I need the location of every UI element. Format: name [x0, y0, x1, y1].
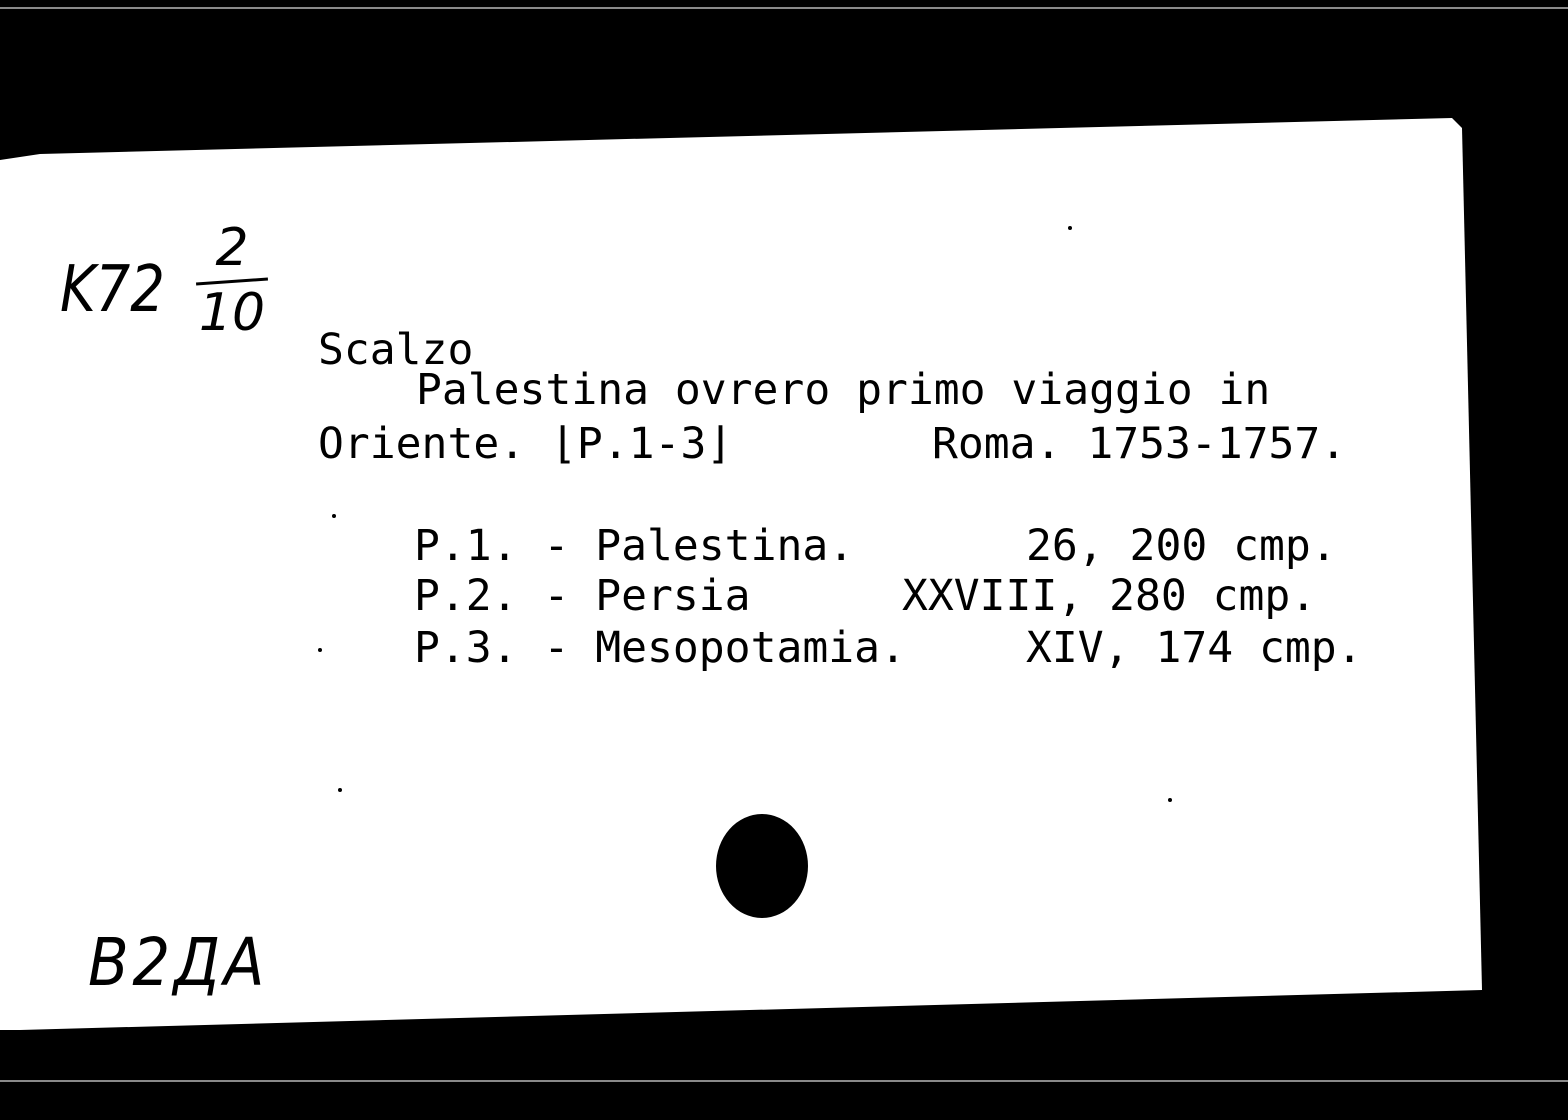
part-dash: -: [543, 623, 570, 673]
part-row: [414, 622, 906, 674]
part-number: P.1.: [414, 521, 518, 571]
imprint: Roma. 1753-1757.: [932, 419, 1347, 469]
volumes-range: P.1-3: [576, 419, 707, 469]
part-number: P.2.: [414, 571, 518, 621]
part-pages: 26, 200 cmp.: [1026, 521, 1337, 571]
part-name: Palestina.: [595, 521, 855, 571]
punch-hole: [716, 814, 808, 918]
part-pages: XXVIII, 280 cmp.: [902, 571, 1317, 621]
paper-speck: [1168, 798, 1172, 802]
shelfmark-fraction: [192, 218, 272, 343]
shelfmark-denominator: 10: [198, 283, 266, 343]
location-code-handwritten: B2ДA: [88, 924, 268, 1001]
shelfmark-numerator: 2: [215, 218, 249, 278]
scanner-edge-bottom: [0, 1080, 1568, 1082]
paper-speck: [318, 648, 322, 652]
scanner-edge-top: [0, 7, 1568, 9]
paper-speck: [338, 788, 342, 792]
title-line-2: [318, 418, 732, 470]
title-continuation: Oriente.: [318, 419, 526, 469]
paper-speck: [332, 514, 336, 518]
part-row: [414, 520, 854, 572]
part-dash: -: [543, 571, 570, 621]
part-name: Persia: [595, 571, 751, 621]
author-name: Scalzo: [318, 325, 474, 375]
part-name: Mesopotamia.: [595, 623, 906, 673]
paper-speck: [1068, 226, 1072, 230]
part-row: [414, 570, 751, 622]
part-pages: XIV, 174 cmp.: [1026, 623, 1363, 673]
part-dash: -: [543, 521, 570, 571]
part-number: P.3.: [414, 623, 518, 673]
volumes-bracket: ⌊P.1-3⌋: [551, 419, 733, 469]
title-line-1: Palestina ovrero primo viaggio in: [416, 365, 1271, 415]
shelfmark-handwritten: K72: [60, 253, 165, 327]
